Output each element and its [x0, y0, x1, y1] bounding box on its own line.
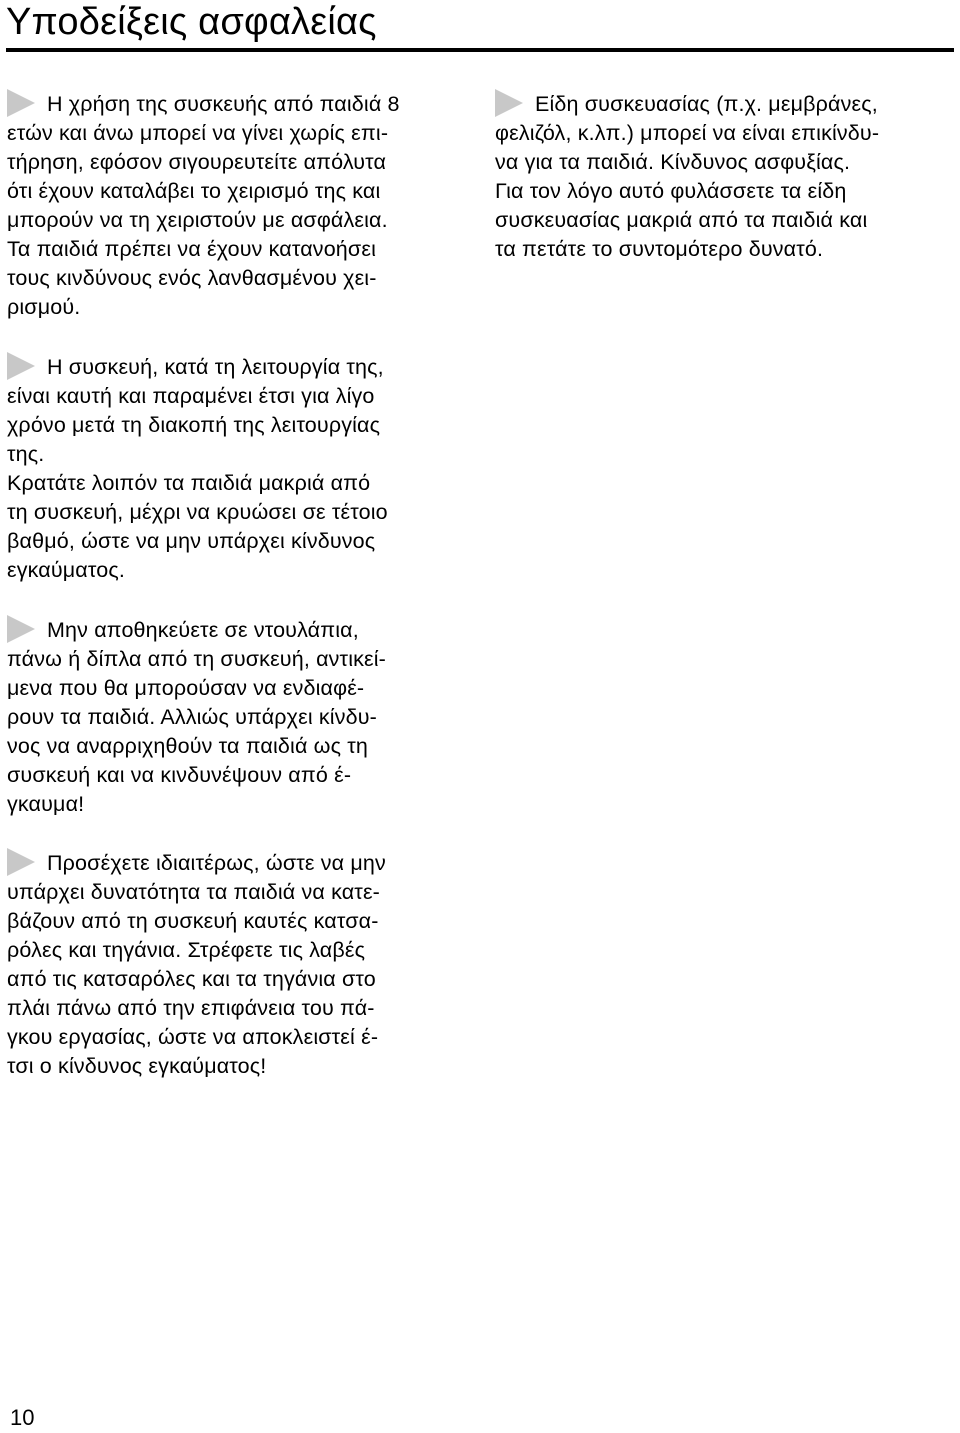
paragraph-line: τα πετάτε το συντομότερο δυνατό. [495, 237, 824, 261]
triangle-bullet-icon [495, 89, 523, 117]
paragraph-line: πάνω ή δίπλα από τη συσκευή, αντικεί- [7, 647, 386, 671]
paragraph-line: να για τα παιδιά. Κίνδυνος ασφυξίας. [495, 150, 851, 174]
paragraph-line: τη συσκευή, μέχρι να κρυώσει σε τέτοιο [7, 500, 388, 524]
paragraph-line: χρόνο μετά τη διακοπή της λειτουργίας [7, 413, 381, 437]
paragraph-first-line: Η χρήση της συσκευής από παιδιά 8 [7, 89, 469, 119]
page-title: Υποδείξεις ασφαλείας [6, 1, 377, 43]
safety-note-children-use [7, 89, 469, 322]
paragraph-line: φελιζόλ, κ.λπ.) μπορεί να είναι επικίνδυ- [495, 121, 880, 145]
paragraph-line: Τα παιδιά πρέπει να έχουν κατανοήσει [7, 237, 376, 261]
paragraph-line: ετών και άνω μπορεί να γίνει χωρίς επι- [7, 121, 389, 145]
triangle-bullet-icon [7, 615, 35, 643]
page-number: 10 [10, 1405, 35, 1430]
paragraph-line: από τις κατσαρόλες και τα τηγάνια στο [7, 967, 376, 991]
paragraph-line: ότι έχουν καταλάβει το χειρισμό της και [7, 179, 381, 203]
paragraph-line: είναι καυτή και παραμένει έτσι για λίγο [7, 384, 375, 408]
paragraph-line: της. [7, 442, 45, 466]
triangle-bullet-icon [7, 352, 35, 380]
paragraph-first-line: Είδη συσκευασίας (π.χ. μεμβράνες, [495, 89, 950, 119]
paragraph-line: πλάι πάνω από την επιφάνεια του πά- [7, 996, 375, 1020]
paragraph-first-line: Μην αποθηκεύετε σε ντουλάπια, [7, 615, 469, 645]
paragraph-line: εγκαύματος. [7, 558, 125, 582]
title-rule [6, 48, 954, 52]
paragraph-line: υπάρχει δυνατότητα τα παιδιά να κατε- [7, 880, 380, 904]
safety-note-packaging [495, 89, 950, 264]
paragraph-first-line: Η συσκευή, κατά τη λειτουργία της, [7, 352, 469, 382]
paragraph-line: βάζουν από τη συσκευή καυτές κατσα- [7, 909, 379, 933]
paragraph-line: νος να αναρριχηθούν τα παιδιά ως τη [7, 734, 368, 758]
paragraph-line: ρουν τα παιδιά. Αλλιώς υπάρχει κίνδυ- [7, 705, 377, 729]
paragraph-line: μπορούν να τη χειριστούν με ασφάλεια. [7, 208, 388, 232]
safety-note-hot-appliance [7, 352, 469, 585]
paragraph-line: Για τον λόγο αυτό φυλάσσετε τα είδη [495, 179, 847, 203]
safety-note-storage [7, 615, 469, 819]
paragraph-line: τήρηση, εφόσον σιγουρευτείτε απόλυτα [7, 150, 387, 174]
triangle-bullet-icon [7, 89, 35, 117]
paragraph-line: ρισμού. [7, 295, 81, 319]
paragraph-line: γκου εργασίας, ώστε να αποκλειστεί έ- [7, 1025, 379, 1049]
paragraph-line: συσκευασίας μακριά από τα παιδιά και [495, 208, 868, 232]
paragraph-line: συσκευή και να κινδυνέψουν από έ- [7, 763, 352, 787]
paragraph-line: Κρατάτε λοιπόν τα παιδιά μακριά από [7, 471, 371, 495]
paragraph-line: βαθμό, ώστε να μην υπάρχει κίνδυνος [7, 529, 376, 553]
paragraph-line: τσι ο κίνδυνος εγκαύματος! [7, 1054, 267, 1078]
paragraph-line: μενα που θα μπορούσαν να ενδιαφέ- [7, 676, 365, 700]
paragraph-line: ρόλες και τηγάνια. Στρέφετε τις λαβές [7, 938, 366, 962]
paragraph-line: γκαυμα! [7, 792, 85, 816]
paragraph-line: τους κινδύνους ενός λανθασμένου χει- [7, 266, 377, 290]
triangle-bullet-icon [7, 848, 35, 876]
paragraph-first-line: Προσέχετε ιδιαιτέρως, ώστε να μην [7, 848, 469, 878]
safety-note-pot-handles [7, 848, 469, 1081]
